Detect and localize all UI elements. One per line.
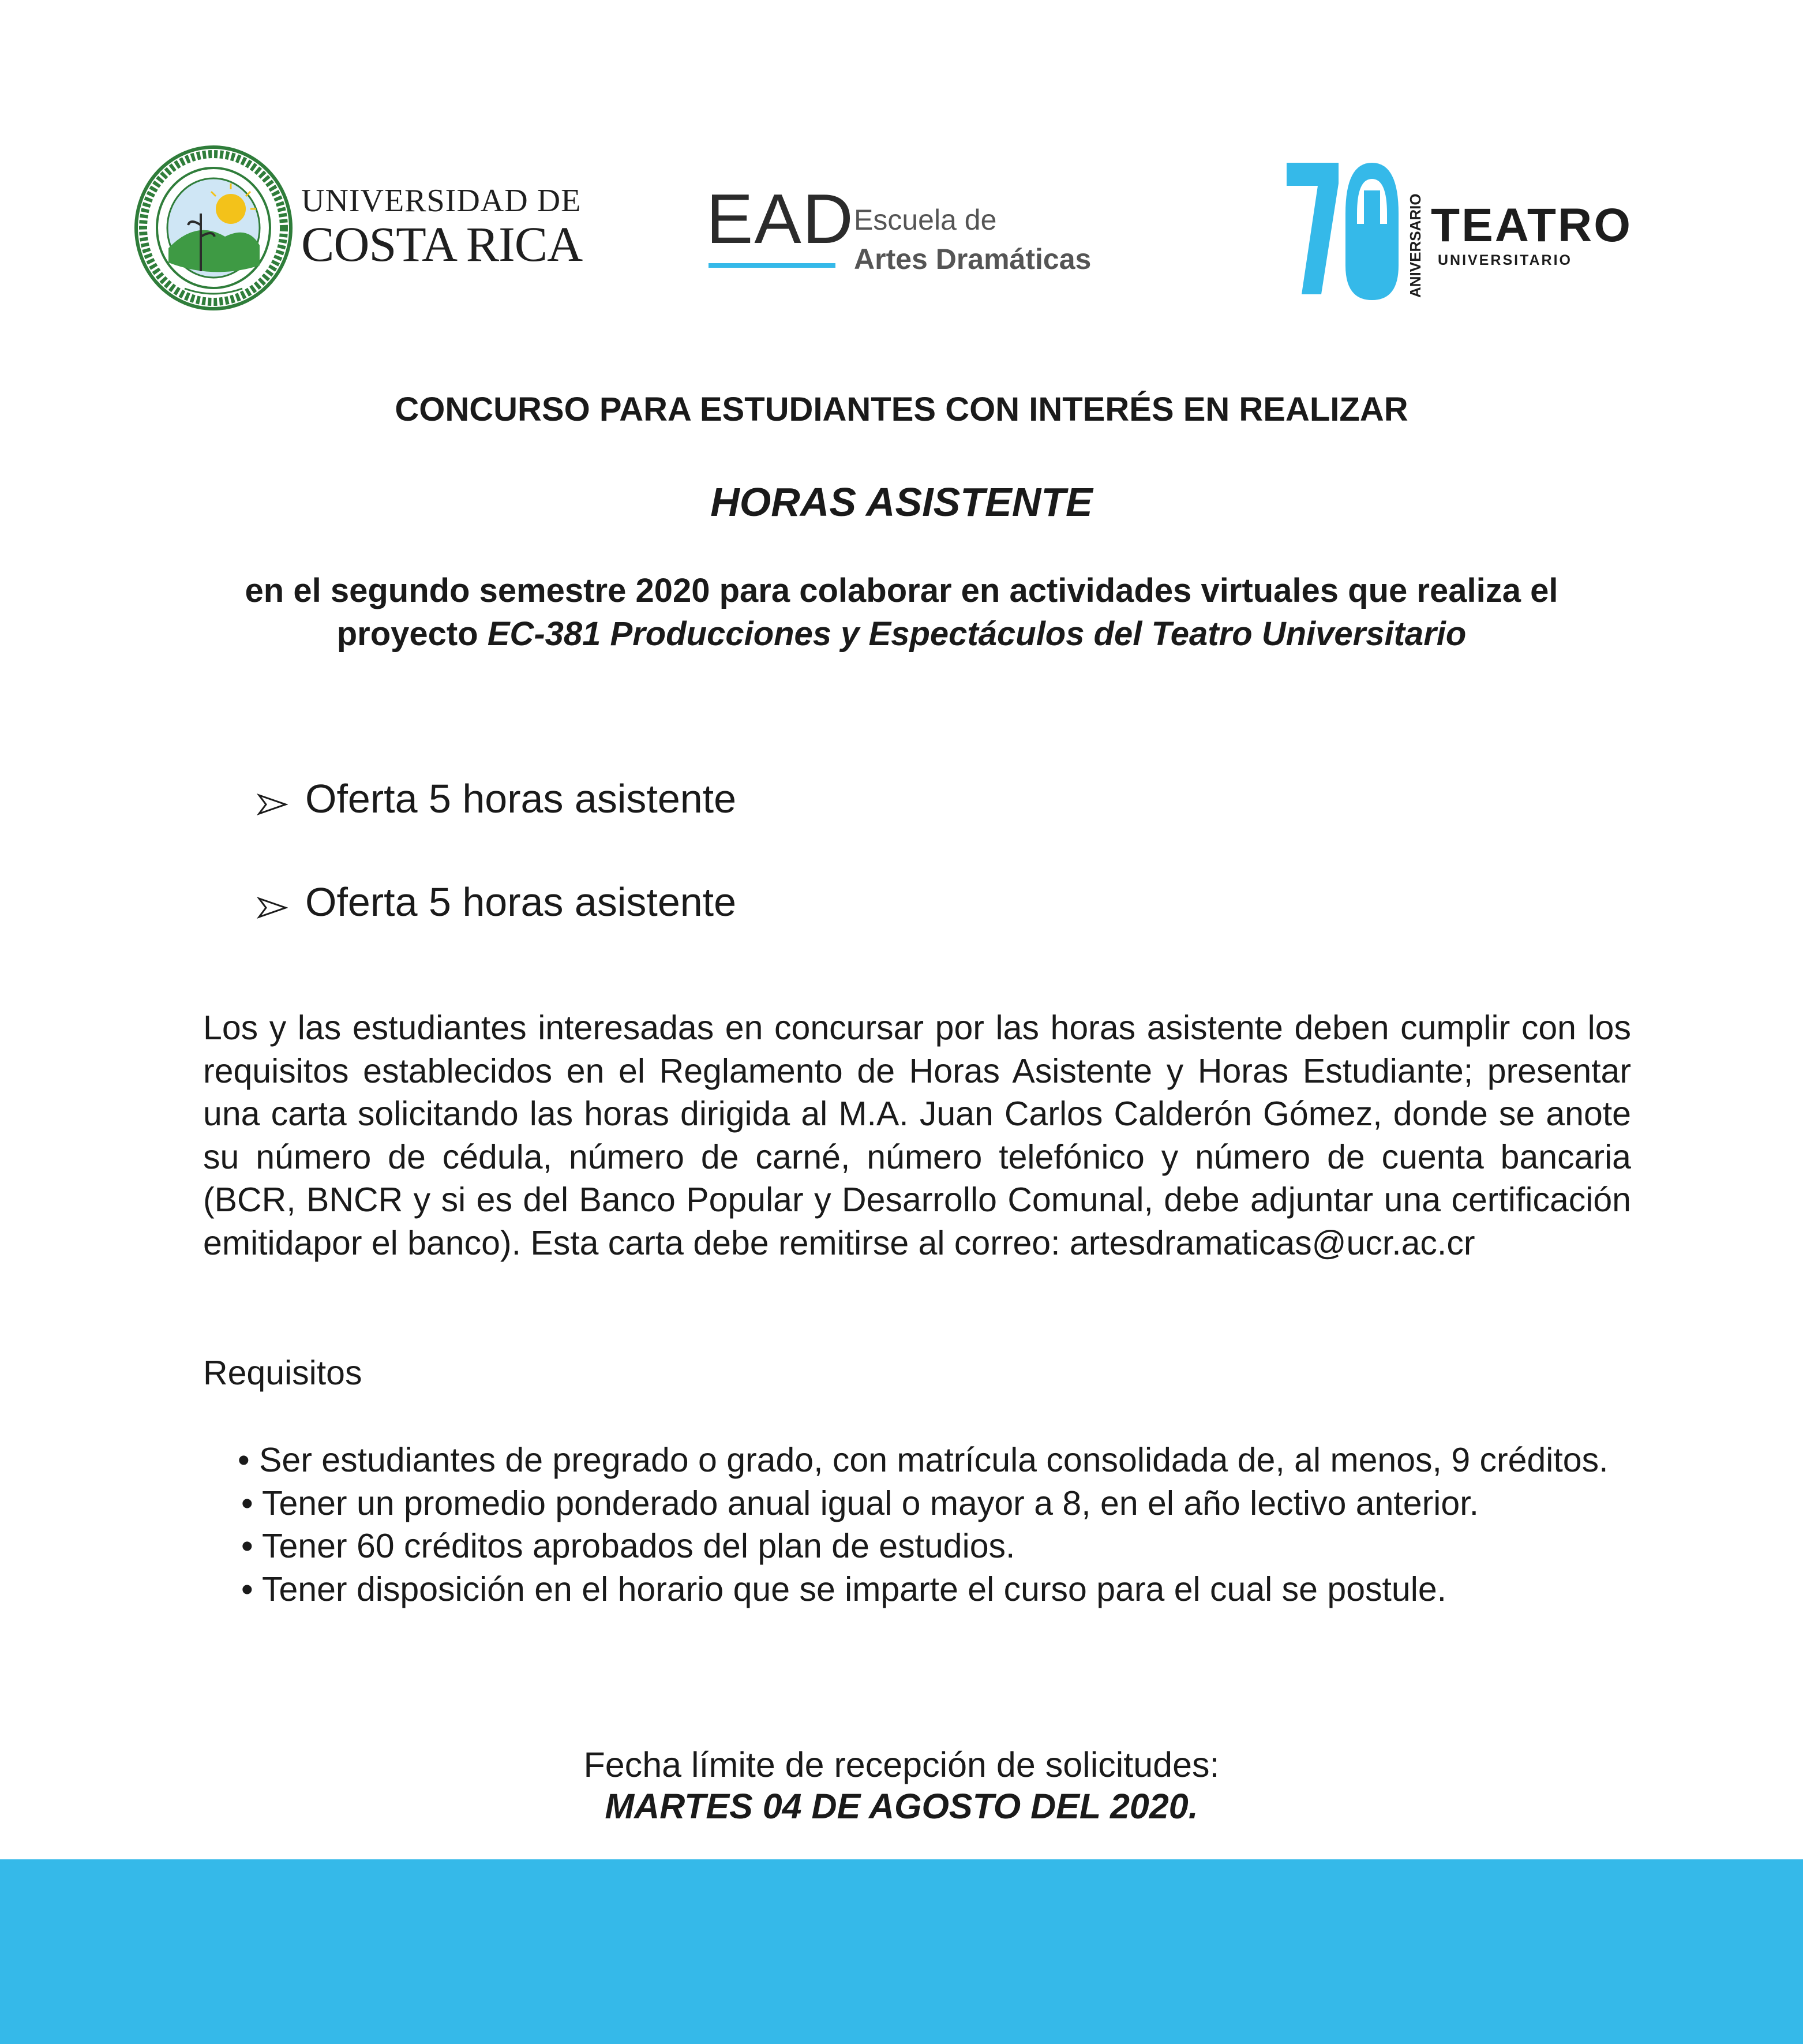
aniversario-text: ANIVERSARIO <box>1407 193 1424 298</box>
horas-asistente-title: HORAS ASISTENTE <box>710 480 1093 525</box>
project-name: EC-381 Producciones y Espectáculos del Teatro Universitario <box>487 615 1467 653</box>
ead-acronym: EAD <box>706 179 854 258</box>
teatro-name: TEATRO <box>1431 199 1633 252</box>
offer-item <box>257 776 736 825</box>
arrow-right-icon <box>257 779 305 825</box>
teatro-sub: UNIVERSITARIO <box>1438 252 1572 268</box>
subtitle-line1: en el segundo semestre 2020 para colaborar en actividades virtuales que realiza el <box>245 572 1558 609</box>
ead-name-line1: Escuela de <box>854 204 997 236</box>
offer-item <box>257 879 736 929</box>
subtitle-line2 <box>0 612 1803 656</box>
requirement-item: • Ser estudiantes de pregrado o grado, con matrícula consolidada de, al menos, 9 créditos. <box>238 1441 1609 1479</box>
aniversario-vertical-label <box>1397 190 1432 300</box>
deadline-label: Fecha límite de recepción de solicitudes: <box>583 1745 1220 1784</box>
ucr-wordmark-line1: UNIVERSIDAD DE <box>301 183 582 219</box>
ucr-wordmark-line2: COSTA RICA <box>301 216 583 272</box>
deadline-date: MARTES 04 DE AGOSTO DEL 2020. <box>605 1787 1198 1826</box>
requirements-heading: Requisitos <box>203 1354 362 1392</box>
offer-label: Oferta 5 horas asistente <box>305 776 737 821</box>
requirement-item: • Tener 60 créditos aprobados del plan de estudios. <box>241 1527 1015 1565</box>
ead-name-line2: Artes Dramáticas <box>854 243 1092 275</box>
instructions-paragraph: Los y las estudiantes interesadas en concursar por las horas asistente deben cumplir con los requisitos establecidos en el Reglamento de Horas Asistente y Horas Estudiante; presentar una carta solicitando las horas dirigida al M.A. Juan Carlos Calderón Gómez, donde se anote su número de cédula, número de carné, número telefónico y número de cuenta bancaria (BCR, BNCR y si es del Banco Popular y Desarrollo Comunal, debe adjuntar una certificación emitidapor el banco). Esta carta debe remitirse al correo: artesdramaticas@ucr.ac.cr <box>203 1009 1631 1262</box>
offer-label: Oferta 5 horas asistente <box>305 879 737 924</box>
arrow-right-icon <box>257 882 305 929</box>
contest-title: CONCURSO PARA ESTUDIANTES CON INTERÉS EN REALIZAR <box>395 391 1408 428</box>
requirement-item: • Tener un promedio ponderado anual igual o mayor a 8, en el año lectivo anterior. <box>241 1484 1479 1522</box>
ucr-seal-logo <box>133 144 294 312</box>
subtitle-prefix: proyecto <box>336 615 488 653</box>
contest-subtitle <box>0 569 1803 656</box>
footer-color-bar <box>0 1859 1803 2044</box>
ucr-wordmark <box>301 183 583 272</box>
requirement-item: • Tener disposición en el horario que se imparte el curso para el cual se postule. <box>241 1570 1447 1608</box>
ead-underline <box>709 263 835 268</box>
requirements-list <box>186 1439 1634 1611</box>
